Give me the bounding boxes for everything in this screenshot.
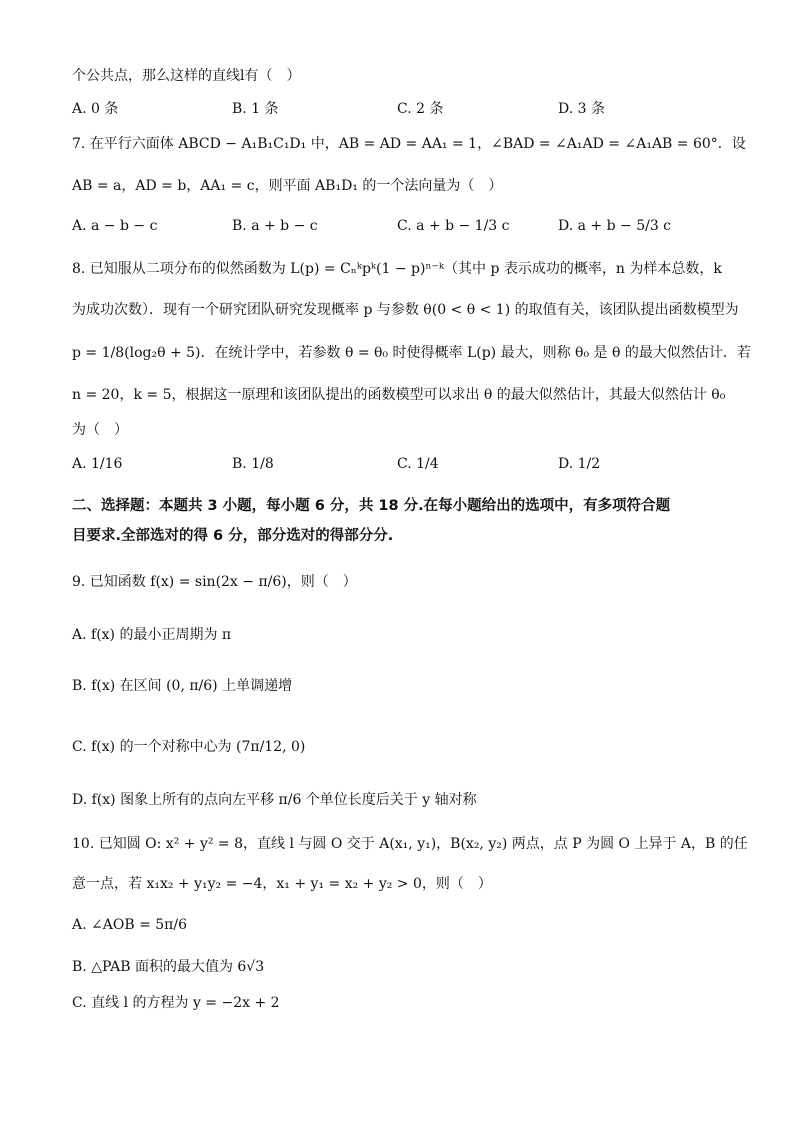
- q10-option-c[interactable]: C. 直线 l 的方程为 y = −2x + 2: [72, 995, 280, 1011]
- q6-option-a[interactable]: A. 0 条: [72, 101, 119, 117]
- q6-option-d[interactable]: D. 3 条: [558, 101, 605, 117]
- q9-option-b[interactable]: B. f(x) 在区间 (0, π/6) 上单调递增: [72, 678, 293, 694]
- q8-stem-line5: 为（ ）: [72, 422, 128, 438]
- q8-option-d[interactable]: D. 1/2: [558, 456, 601, 472]
- q8-stem-line1: 8. 已知服从二项分布的似然函数为 L(p) = Cₙᵏpᵏ(1 − p)ⁿ⁻ᵏ（其中 p 表示成功的概率，n 为样本总数，k: [72, 261, 722, 277]
- q7-option-a[interactable]: A. a − b − c: [72, 218, 158, 234]
- q10-option-b[interactable]: B. △PAB 面积的最大值为 6√3: [72, 959, 265, 975]
- q7-stem-line2: AB = a，AD = b，AA₁ = c，则平面 AB₁D₁ 的一个法向量为（ ）: [72, 178, 503, 194]
- q10-stem-line1: 10. 已知圆 O: x² + y² = 8，直线 l 与圆 O 交于 A(x₁, y₁)，B(x₂, y₂) 两点，点 P 为圆 O 上异于 A，B 的任: [72, 836, 748, 852]
- q8-option-b[interactable]: B. 1/8: [232, 456, 274, 472]
- section-2-heading-line2: 目要求.全部选对的得 6 分，部分选对的得部分分.: [72, 528, 394, 544]
- section-2-heading-line1: 二、选择题：本题共 3 小题，每小题 6 分，共 18 分.在每小题给出的选项中，有多项符合题: [72, 498, 671, 514]
- q8-option-a[interactable]: A. 1/16: [72, 456, 123, 472]
- q10-option-a[interactable]: A. ∠AOB = 5π/6: [72, 917, 187, 933]
- q10-stem-line2: 意一点，若 x₁x₂ + y₁y₂ = −4，x₁ + y₁ = x₂ + y₂ > 0，则（ ）: [72, 876, 492, 892]
- q8-stem-line2: 为成功次数）．现有一个研究团队研究发现概率 p 与参数 θ(0 < θ < 1) 的取值有关，该团队提出函数模型为: [72, 302, 739, 318]
- q7-option-d[interactable]: D. a + b − 5/3 c: [558, 218, 672, 234]
- q6-stem-end: 个公共点，那么这样的直线l有（ ）: [72, 68, 301, 84]
- q8-stem-line4: n = 20，k = 5，根据这一原理和该团队提出的函数模型可以求出 θ 的最大似然估计，其最大似然估计 θ₀: [72, 387, 726, 403]
- q8-option-c[interactable]: C. 1/4: [397, 456, 439, 472]
- q9-option-a[interactable]: A. f(x) 的最小正周期为 π: [72, 627, 232, 643]
- q6-option-c[interactable]: C. 2 条: [397, 101, 444, 117]
- q7-option-b[interactable]: B. a + b − c: [232, 218, 318, 234]
- q9-option-c[interactable]: C. f(x) 的一个对称中心为 (7π/12, 0): [72, 739, 306, 755]
- q8-options: [72, 456, 734, 488]
- q9-stem: 9. 已知函数 f(x) = sin(2x − π/6)，则（ ）: [72, 574, 357, 590]
- q7-option-c[interactable]: C. a + b − 1/3 c: [397, 218, 510, 234]
- q9-option-d[interactable]: D. f(x) 图象上所有的点向左平移 π/6 个单位长度后关于 y 轴对称: [72, 792, 477, 808]
- q7-options: [72, 218, 734, 250]
- q7-stem-line1: 7. 在平行六面体 ABCD − A₁B₁C₁D₁ 中，AB = AD = AA₁ = 1，∠BAD = ∠A₁AD = ∠A₁AB = 60°．设: [72, 136, 746, 152]
- q8-stem-line3: p = 1/8(log₂θ + 5)．在统计学中，若参数 θ = θ₀ 时使得概率 L(p) 最大，则称 θ₀ 是 θ 的最大似然估计．若: [72, 345, 751, 361]
- q6-option-b[interactable]: B. 1 条: [232, 101, 279, 117]
- q6-options: [72, 98, 734, 130]
